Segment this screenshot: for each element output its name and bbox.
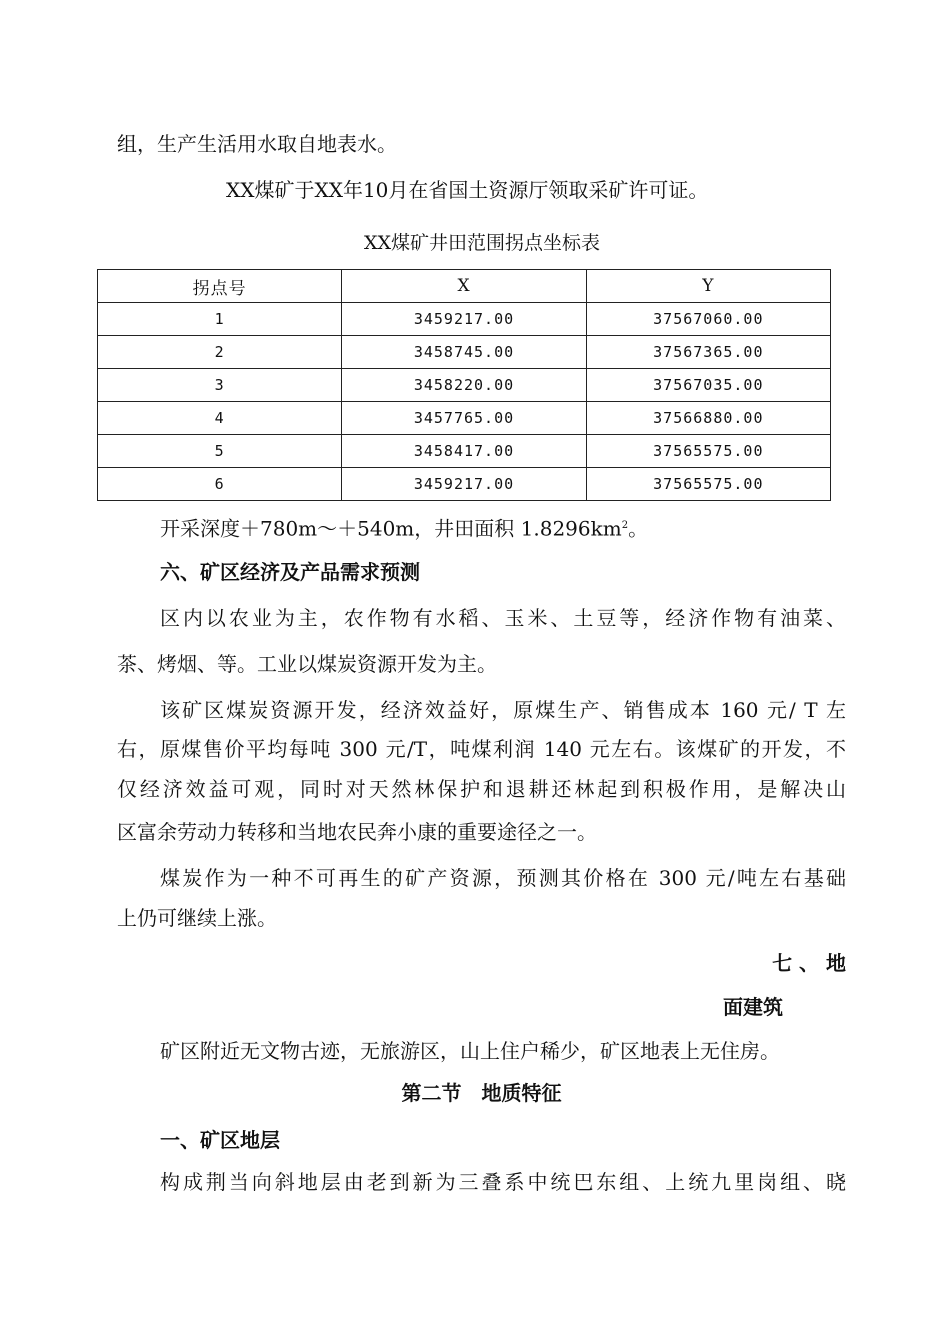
paragraph-agriculture-line1: 区内以农业为主，农作物有水稻、玉米、土豆等，经济作物有油菜、 <box>160 606 846 630</box>
cell-y: 37565575.00 <box>586 435 830 468</box>
cell-x: 3459217.00 <box>342 303 586 336</box>
mining-depth-text: 开采深度＋780m～＋540m，井田面积 1.8296km <box>160 516 622 541</box>
paragraph-mining-depth <box>160 512 648 543</box>
cell-point: 6 <box>98 468 342 501</box>
cell-point: 4 <box>98 402 342 435</box>
table-title: XX煤矿井田范围拐点坐标表 <box>364 232 601 254</box>
header-point-number: 拐点号 <box>98 270 342 303</box>
heading-section-seven-part2: 面建筑 <box>723 995 783 1019</box>
heading-section-six: 六、矿区经济及产品需求预测 <box>160 560 420 584</box>
coordinates-table <box>97 269 831 501</box>
table-row <box>98 402 831 435</box>
paragraph-agriculture-line2: 茶、烤烟、等。工业以煤炭资源开发为主。 <box>117 652 497 676</box>
paragraph-mining-license: XX煤矿于XX年10月在省国土资源厅领取采矿许可证。 <box>226 178 709 202</box>
table-row <box>98 369 831 402</box>
paragraph-price-line1: 煤炭作为一种不可再生的矿产资源，预测其价格在 300 元/吨左右基础 <box>160 866 846 890</box>
cell-point: 3 <box>98 369 342 402</box>
cell-point: 1 <box>98 303 342 336</box>
cell-y: 37566880.00 <box>586 402 830 435</box>
paragraph-water-source: 组，生产生活用水取自地表水。 <box>117 132 397 156</box>
cell-y: 37567035.00 <box>586 369 830 402</box>
header-x: X <box>342 270 586 303</box>
heading-strata: 一、矿区地层 <box>160 1128 280 1152</box>
paragraph-economy-line2: 右，原煤售价平均每吨 300 元/T，吨煤利润 140 元左右。该煤矿的开发，不 <box>117 737 846 761</box>
table-row <box>98 468 831 501</box>
paragraph-economy-line4: 区富余劳动力转移和当地农民奔小康的重要途径之一。 <box>117 820 597 844</box>
cell-x: 3458220.00 <box>342 369 586 402</box>
mining-depth-end: 。 <box>628 516 649 541</box>
table-row <box>98 336 831 369</box>
cell-x: 3458417.00 <box>342 435 586 468</box>
paragraph-economy-line3: 仅经济效益可观，同时对天然林保护和退耕还林起到积极作用，是解决山 <box>117 777 846 801</box>
paragraph-economy-line1: 该矿区煤炭资源开发，经济效益好，原煤生产、销售成本 160 元/ T 左 <box>160 698 846 722</box>
table-row <box>98 303 831 336</box>
heading-section-two-geology: 第二节 地质特征 <box>401 1081 562 1105</box>
cell-x: 3458745.00 <box>342 336 586 369</box>
cell-point: 2 <box>98 336 342 369</box>
table-row <box>98 435 831 468</box>
paragraph-buildings: 矿区附近无文物古迹，无旅游区，山上住户稀少，矿区地表上无住房。 <box>160 1039 780 1063</box>
header-y: Y <box>586 270 830 303</box>
cell-y: 37567060.00 <box>586 303 830 336</box>
cell-point: 5 <box>98 435 342 468</box>
heading-section-seven-part1: 七 、 地 <box>772 951 846 975</box>
paragraph-strata: 构成荆当向斜地层由老到新为三叠系中统巴东组、上统九里岗组、晓 <box>160 1170 846 1194</box>
cell-x: 3457765.00 <box>342 402 586 435</box>
cell-y: 37567365.00 <box>586 336 830 369</box>
paragraph-price-line2: 上仍可继续上涨。 <box>117 906 277 930</box>
table-header-row <box>98 270 831 303</box>
cell-y: 37565575.00 <box>586 468 830 501</box>
superscript-2: 2 <box>621 520 629 531</box>
cell-x: 3459217.00 <box>342 468 586 501</box>
